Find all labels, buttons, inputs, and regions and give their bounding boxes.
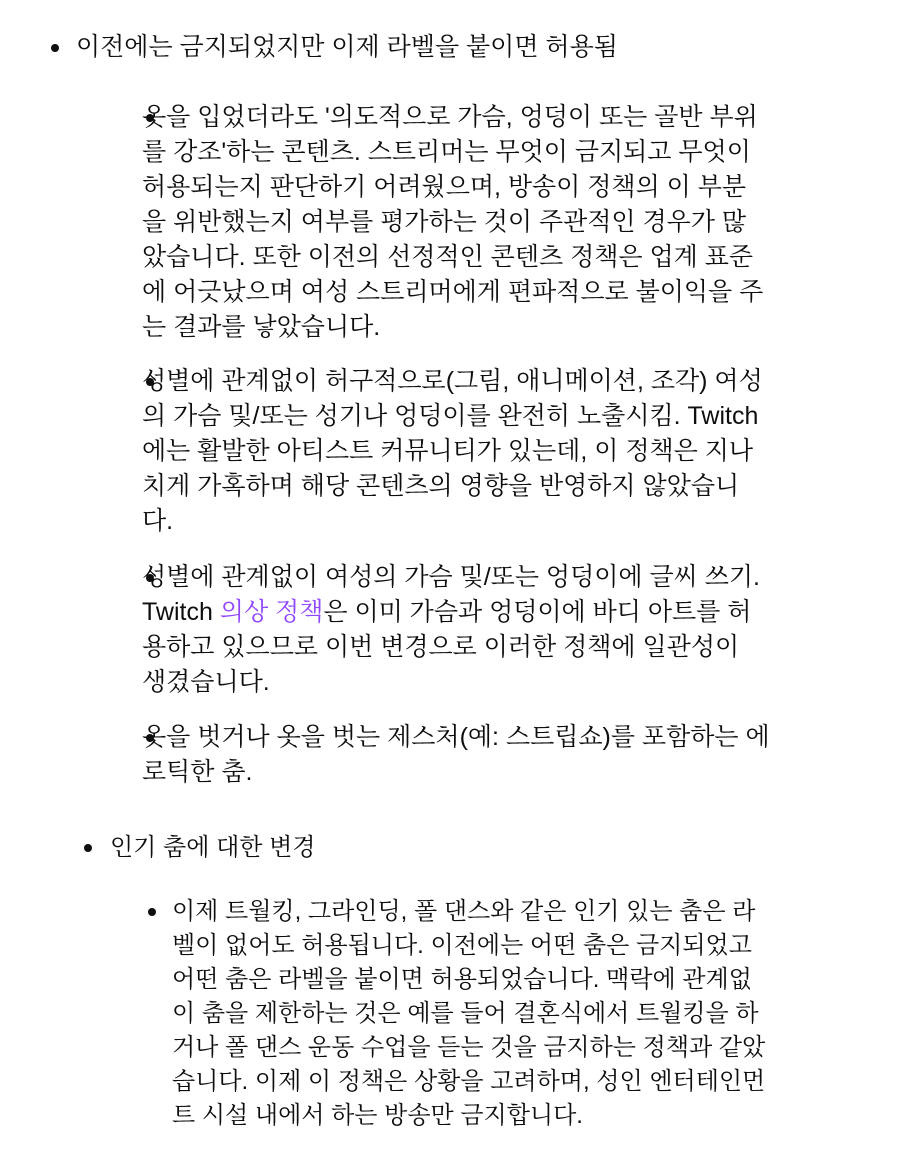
list-item bbox=[142, 100, 763, 345]
list-item bbox=[172, 895, 765, 1133]
item-text: 옷을 입었더라도 '의도적으로 가슴, 엉덩이 또는 골반 부위 bbox=[142, 103, 758, 131]
item-text: 성별에 관계없이 여성의 가슴 및/또는 엉덩이에 글씨 쓰기. bbox=[142, 563, 760, 591]
bullet-icon bbox=[148, 908, 156, 916]
item-text: 트 시설 내에서 하는 방송만 금지합니다. bbox=[172, 1102, 583, 1129]
item-text: 에는 활발한 아티스트 커뮤니티가 있는데, 이 정책은 지나 bbox=[142, 437, 754, 465]
item-text: 이제 트월킹, 그라인딩, 폴 댄스와 같은 인기 있는 춤은 라 bbox=[172, 898, 756, 925]
item-text: 이 춤을 제한하는 것은 예를 들어 결혼식에서 트월킹을 하 bbox=[172, 1000, 759, 1027]
item-text: 를 강조'하는 콘텐츠. 스트리머는 무엇이 금지되고 무엇이 bbox=[142, 138, 751, 166]
item-text: 생겼습니다. bbox=[142, 668, 270, 696]
bullet-icon bbox=[84, 844, 92, 852]
item-text: 옷을 벗거나 옷을 벗는 제스처(예: 스트립쇼)를 포함하는 에 bbox=[142, 723, 770, 751]
item-text: 허용되는지 판단하기 어려웠으며, 방송이 정책의 이 부분 bbox=[142, 173, 747, 201]
item-text: 에 어긋났으며 여성 스트리머에게 편파적으로 불이익을 주 bbox=[142, 278, 764, 306]
item-text: 의 가슴 및/또는 성기나 엉덩이를 완전히 노출시킴. Twitch bbox=[142, 402, 759, 430]
item-text: 다. bbox=[142, 507, 174, 535]
list-item bbox=[142, 364, 763, 539]
item-text: 치게 가혹하며 해당 콘텐츠의 영향을 반영하지 않았습니 bbox=[142, 472, 740, 500]
item-text-with-link bbox=[142, 595, 760, 630]
item-text: 는 결과를 낳았습니다. bbox=[142, 313, 381, 341]
item-text: 벨이 없어도 허용됩니다. 이전에는 어떤 춤은 금지되었고 bbox=[172, 932, 752, 959]
section-heading bbox=[110, 831, 315, 865]
item-text: 을 위반했는지 여부를 평가하는 것이 주관적인 경우가 많 bbox=[142, 208, 747, 236]
list-item bbox=[142, 560, 760, 700]
heading-text: 인기 춤에 대한 변경 bbox=[110, 834, 316, 861]
bullet-icon bbox=[51, 44, 59, 52]
section-heading bbox=[76, 30, 618, 65]
item-text: 성별에 관계없이 허구적으로(그림, 애니메이션, 조각) 여성 bbox=[142, 367, 763, 395]
heading-text: 이전에는 금지되었지만 이제 라벨을 붙이면 허용됨 bbox=[76, 33, 618, 61]
clothing-policy-link[interactable]: 의상 정책 bbox=[219, 598, 324, 626]
list-item bbox=[142, 720, 770, 790]
item-text: 은 이미 가슴과 엉덩이에 바디 아트를 허 bbox=[323, 598, 752, 626]
item-text: 로틱한 춤. bbox=[142, 758, 253, 786]
item-text: Twitch bbox=[142, 598, 220, 626]
item-text: 거나 폴 댄스 운동 수업을 듣는 것을 금지하는 정책과 같았 bbox=[172, 1034, 766, 1061]
item-text: 용하고 있으므로 이번 변경으로 이러한 정책에 일관성이 bbox=[142, 633, 740, 661]
item-text: 습니다. 이제 이 정책은 상황을 고려하며, 성인 엔터테인먼 bbox=[172, 1068, 766, 1095]
item-text: 았습니다. 또한 이전의 선정적인 콘텐츠 정책은 업계 표준 bbox=[142, 243, 754, 271]
item-text: 어떤 춤은 라벨을 붙이면 허용되었습니다. 맥락에 관계없 bbox=[172, 966, 752, 993]
